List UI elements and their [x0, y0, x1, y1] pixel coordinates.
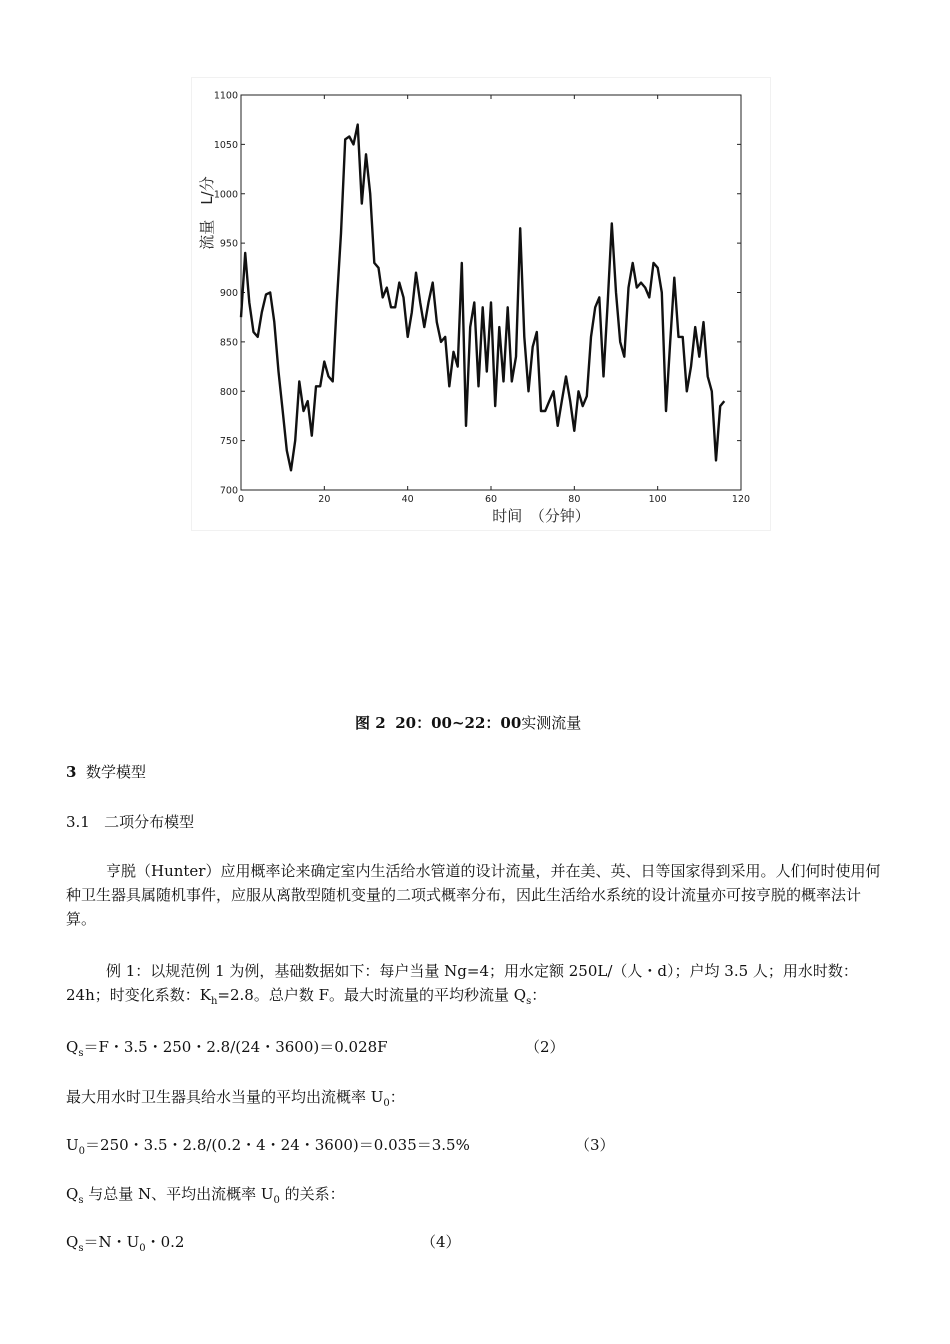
paragraph-example: [66, 959, 888, 1007]
eq4-sub-s: s: [78, 1243, 84, 1254]
figure-caption-time: 20：00~22：00: [395, 714, 522, 732]
equation-3: [66, 1134, 470, 1156]
eq3-lhs: U: [66, 1136, 79, 1154]
x-tick-label: 80: [568, 494, 581, 505]
x-tick-label: 60: [484, 494, 498, 505]
figure-caption: [355, 712, 581, 734]
section-title: 数学模型: [85, 763, 146, 781]
y-tick-label: 1050: [213, 139, 238, 151]
qs-relation-line: [66, 1183, 345, 1205]
section-number: 3: [66, 763, 77, 781]
eq2-rhs: ＝F・3.5・250・2.8/(24・3600)＝0.028F: [83, 1038, 388, 1056]
equation-2: [66, 1036, 388, 1058]
qs-relation-sub-s: s: [78, 1195, 84, 1206]
y-tick-label: 800: [219, 386, 238, 398]
subsection-heading: [66, 811, 194, 833]
qs-relation-text-2: 的关系：: [279, 1185, 345, 1203]
equation-4-number: （4）: [421, 1233, 461, 1251]
y-axis-label: 流量 L/分: [198, 176, 216, 250]
paragraph-hunter: 亨脱（Hunter）应用概率论来确定室内生活给水管道的设计流量，并在美、英、日等国家得到采用。人们何时使用何种卫生器具属随机事件，应服从离散型随机变量的二项式概率分布，因此生活给水系统的设计流量亦可按亨脱的概率法计算。: [66, 862, 881, 928]
y-tick-label: 850: [219, 337, 238, 349]
u0-intro-line: [66, 1086, 405, 1108]
example-text-3: ：: [531, 986, 547, 1004]
flow-series-line: [241, 125, 724, 471]
eq4-sub-0: 0: [139, 1243, 146, 1254]
equation-4: [66, 1231, 184, 1253]
eq4-rhs: ・0.2: [145, 1233, 185, 1251]
qs-relation-text-1: 与总量 N、平均出流概率 U: [83, 1185, 274, 1203]
eq2-sub: s: [78, 1048, 84, 1059]
example-sub-h: h: [210, 996, 218, 1007]
subsection-number: 3.1: [66, 813, 90, 831]
figure-caption-prefix: 图 2: [355, 714, 386, 732]
figure-caption-text: 实测流量: [521, 714, 582, 732]
y-tick-label: 900: [219, 288, 238, 299]
equation-2-number: （2）: [525, 1038, 565, 1056]
eq3-rhs: ＝250・3.5・2.8/(0.2・4・24・3600)＝0.035＝3.5%: [85, 1136, 470, 1154]
qs-relation-sub-0: 0: [273, 1195, 280, 1206]
eq4-lhs: Q: [66, 1233, 79, 1251]
equation-3-number: （3）: [575, 1136, 615, 1154]
x-tick-label: 40: [401, 494, 414, 505]
x-tick-label: 120: [731, 494, 751, 505]
y-tick-label: 950: [219, 238, 238, 250]
x-tick-label: 100: [648, 494, 667, 505]
u0-intro-tail: ：: [389, 1088, 405, 1106]
y-tick-label: 1000: [213, 189, 238, 201]
x-axis-label: 时间 （分钟）: [492, 507, 590, 525]
x-tick-label: 20: [318, 494, 331, 505]
example-text-1: 例 1：以规范例 1 为例，基础数据如下：每户当量 Ng=4；用水定额 250L/（人・d）；户均 3.5 人；用水时数：24h；时变化系数：K: [66, 962, 858, 1004]
eq3-sub: 0: [78, 1146, 86, 1157]
flow-line-chart: [192, 78, 770, 530]
qs-relation-q: Q: [66, 1185, 79, 1203]
subsection-title: 二项分布模型: [104, 813, 195, 831]
example-text-2: =2.8。总户数 F。最大时流量的平均秒流量 Q: [217, 986, 527, 1004]
eq4-mid: ＝N・U: [83, 1233, 140, 1251]
example-sub-s: s: [526, 996, 532, 1007]
y-tick-label: 700: [219, 485, 238, 497]
y-tick-label: 1100: [213, 90, 238, 102]
flow-chart-figure: [192, 78, 770, 530]
plot-frame: [241, 95, 741, 490]
x-tick-label: 0: [237, 494, 245, 505]
u0-intro-text: 最大用水时卫生器具给水当量的平均出流概率 U: [66, 1088, 384, 1106]
y-tick-label: 750: [219, 436, 238, 448]
u0-intro-sub: 0: [383, 1098, 390, 1109]
eq2-lhs: Q: [66, 1038, 79, 1056]
section-heading: [66, 761, 146, 783]
